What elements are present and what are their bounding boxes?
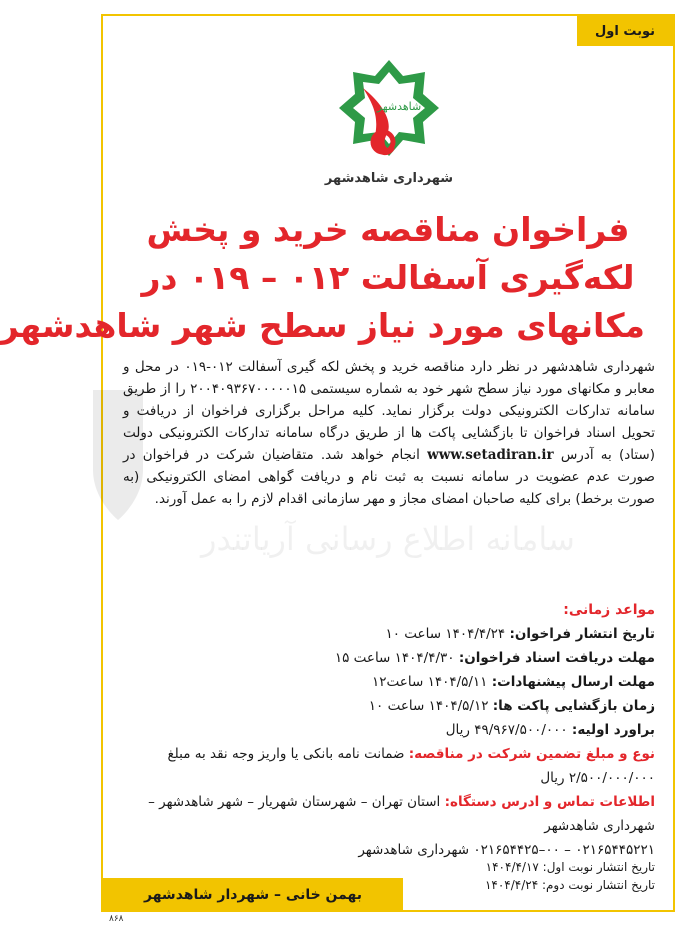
municipality-logo	[324, 58, 454, 196]
deadlines-section	[123, 598, 655, 862]
logo-org-name: شهرداری شاهدشهر	[324, 171, 454, 186]
deadline-value: ۱۴۰۴/۴/۲۴ ساعت ۱۰	[385, 626, 506, 642]
deadline-row	[123, 694, 655, 718]
contact-block	[123, 790, 655, 862]
guarantee-value: ضمانت نامه بانکی یا واریز وجه نقد به مبلغ ۲/۵۰۰/۰۰۰/۰۰۰ ریال	[167, 746, 655, 786]
guarantee-block	[123, 742, 655, 790]
website-link[interactable]: www.setadiran.ir	[427, 447, 554, 463]
deadline-label: مهلت دریافت اسناد فراخوان:	[458, 650, 655, 666]
watermark-shield-icon	[83, 380, 153, 530]
title-line-1: فراخوان مناقصه خرید و پخش	[146, 210, 630, 249]
body-part-2: انجام خواهد شد. متقاضیان شرکت در فراخوان در صورت عدم عضویت در سامانه نسبت به ثبت نام و دریافت گواهی امضای الکترونیکی (به صورت برخط) برای کلیه صاحبان امضای مجاز و مهر سازمانی اقدام لازم را به عمل آورند.	[123, 447, 655, 507]
contact-address: استان تهران – شهرستان شهریار – شهر شاهدشهر –شهرداری شاهدشهر	[148, 794, 655, 834]
notice-title	[0, 206, 645, 350]
ad-code: ۸۶۸	[109, 914, 124, 924]
watermark-text: سامانه اطلاع رسانی آریاتندر	[201, 520, 575, 558]
deadline-value: ۴۹/۹۶۷/۵۰۰/۰۰۰ ریال	[445, 722, 568, 738]
first-publication-date: تاریخ انتشار نوبت اول: ۱۴۰۴/۴/۱۷	[485, 860, 655, 874]
round-label: نوبت اول	[577, 16, 673, 46]
deadline-row	[123, 622, 655, 646]
contact-phones: ۰۲۱۶۵۴۴۵۲۲۱ – ۰۰–۰۲۱۶۵۴۴۲۵ شهرداری شاهدشهر	[358, 842, 655, 858]
deadline-row	[123, 718, 655, 742]
logo-emblem-text: شاهدشهر	[376, 100, 422, 113]
notice-body	[123, 356, 655, 510]
title-line-3: مکانهای مورد نیاز سطح شهر شاهدشهر	[0, 306, 645, 345]
deadline-value: ۱۴۰۴/۵/۱۱ ساعت۱۲	[372, 674, 488, 690]
deadline-value: ۱۴۰۴/۵/۱۲ ساعت ۱۰	[368, 698, 489, 714]
guarantee-label: نوع و مبلغ تضمین شرکت در مناقصه:	[408, 746, 655, 762]
deadline-label: براورد اولیه:	[571, 722, 655, 738]
deadline-label: تاریخ انتشار فراخوان:	[509, 626, 655, 642]
deadlines-title: مواعد زمانی:	[563, 602, 655, 618]
deadline-label: زمان بازگشایی پاکت ها:	[492, 698, 655, 714]
notice-frame	[0, 14, 675, 924]
deadline-row	[123, 646, 655, 670]
signature-bar: بهمن خانی – شهردار شاهدشهر	[103, 878, 403, 912]
second-publication-date: تاریخ انتشار نوبت دوم: ۱۴۰۴/۴/۲۴	[484, 878, 655, 892]
title-line-2: لکه‌گیری آسفالت ۰۱۲ – ۰۱۹ در	[141, 258, 635, 297]
deadline-label: مهلت ارسال پیشنهادات:	[491, 674, 655, 690]
publication-dates	[485, 858, 655, 894]
body-part-1: شهرداری شاهدشهر در نظر دارد مناقصه خرید و پخش لکه گیری آسفالت ۰۱۲-۰۱۹ در محل و معابر و مکانهای مورد نیاز سطح شهر خود به شماره سیستمی ۲۰۰۴۰۹۳۶۷۰۰۰۰۰۱۵ را از طریق سامانه تدارکات الکترونیکی دولت برگزار نماید. کلیه مراحل برگزاری فراخوان از دریافت و تحویل اسناد فراخوان تا بازگشایی پاکت ها از طریق درگاه سامانه تدارکات الکترونیکی دولت (ستاد) به آدرس	[123, 359, 655, 463]
deadline-row	[123, 670, 655, 694]
contact-label: اطلاعات تماس و ادرس دستگاه:	[444, 794, 655, 810]
deadline-value: ۱۴۰۴/۴/۳۰ ساعت ۱۵	[334, 650, 455, 666]
